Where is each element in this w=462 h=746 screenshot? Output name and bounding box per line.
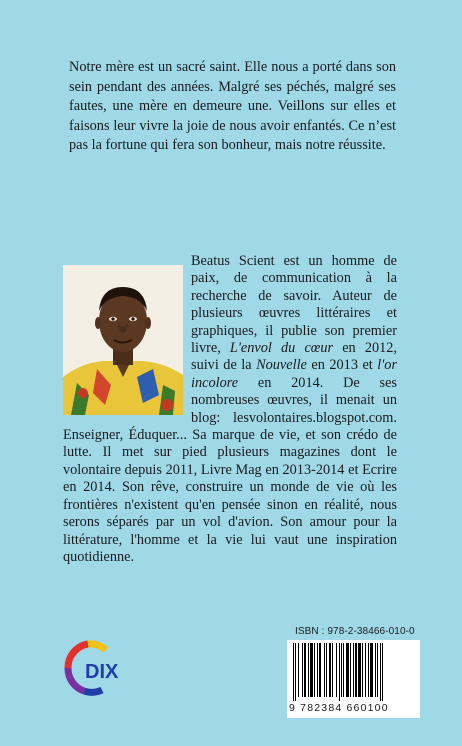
barcode-bars bbox=[293, 643, 415, 701]
isbn-block bbox=[287, 626, 420, 718]
bio-text-2: en 2012, suivi de la bbox=[191, 340, 397, 374]
back-cover-blurb: Notre mère est un sacré saint. Elle nous a porté dans son sein pendant des années. Malgré ses péchés, malgré ses fautes, une mère en demeure une. Veillons sur elles et faisons leur vivre la joie de nous avoir enfantés. Ce n’est pas la fortune qui fera son bonheur, mais notre réussite. bbox=[69, 59, 396, 153]
publisher-logo-text: DIX bbox=[85, 661, 119, 683]
publisher-logo bbox=[62, 638, 142, 698]
author-photo bbox=[63, 265, 183, 415]
barcode bbox=[287, 640, 420, 718]
bio-text-3: en 2013 et bbox=[306, 357, 378, 374]
isbn-label: ISBN : 978-2-38466-010-0 bbox=[295, 626, 415, 637]
bio-book-title-2: Nouvelle bbox=[256, 357, 307, 374]
author-portrait-image bbox=[63, 265, 183, 415]
bio-book-title-3: l'or incolore bbox=[191, 357, 398, 391]
barcode-digits: 9 782384 660100 bbox=[289, 702, 389, 714]
edix-logo-icon bbox=[62, 638, 142, 698]
bio-text-4: en 2014. De ses nombreuses œuvres, il menait un blog: lesvolontaires.blogspot.com. Enseigner, Éduquer... Sa marque de vie, et son crédo de lutte. Il met sur pied plusieurs magazines dont le volontaire depuis 2011, Livre Mag en 2013-2014 et Ecrire en 2014. Son rêve, construire un monde de vie où les frontières n'existent qu'en pensée sinon en réalité, nous serons séparés par un vol d'avion. Son amour pour la littérature, l'homme et la vie lui vaut une inspiration quotidienne. bbox=[63, 374, 397, 565]
bio-book-title-1: L'envol du cœur bbox=[229, 340, 334, 357]
bio-text-1: Beatus Scient est un homme de paix, de communication à la recherche de savoir. Auteur de plusieurs œuvres littéraires et graphiques, il publie son premier livre, bbox=[191, 253, 397, 357]
